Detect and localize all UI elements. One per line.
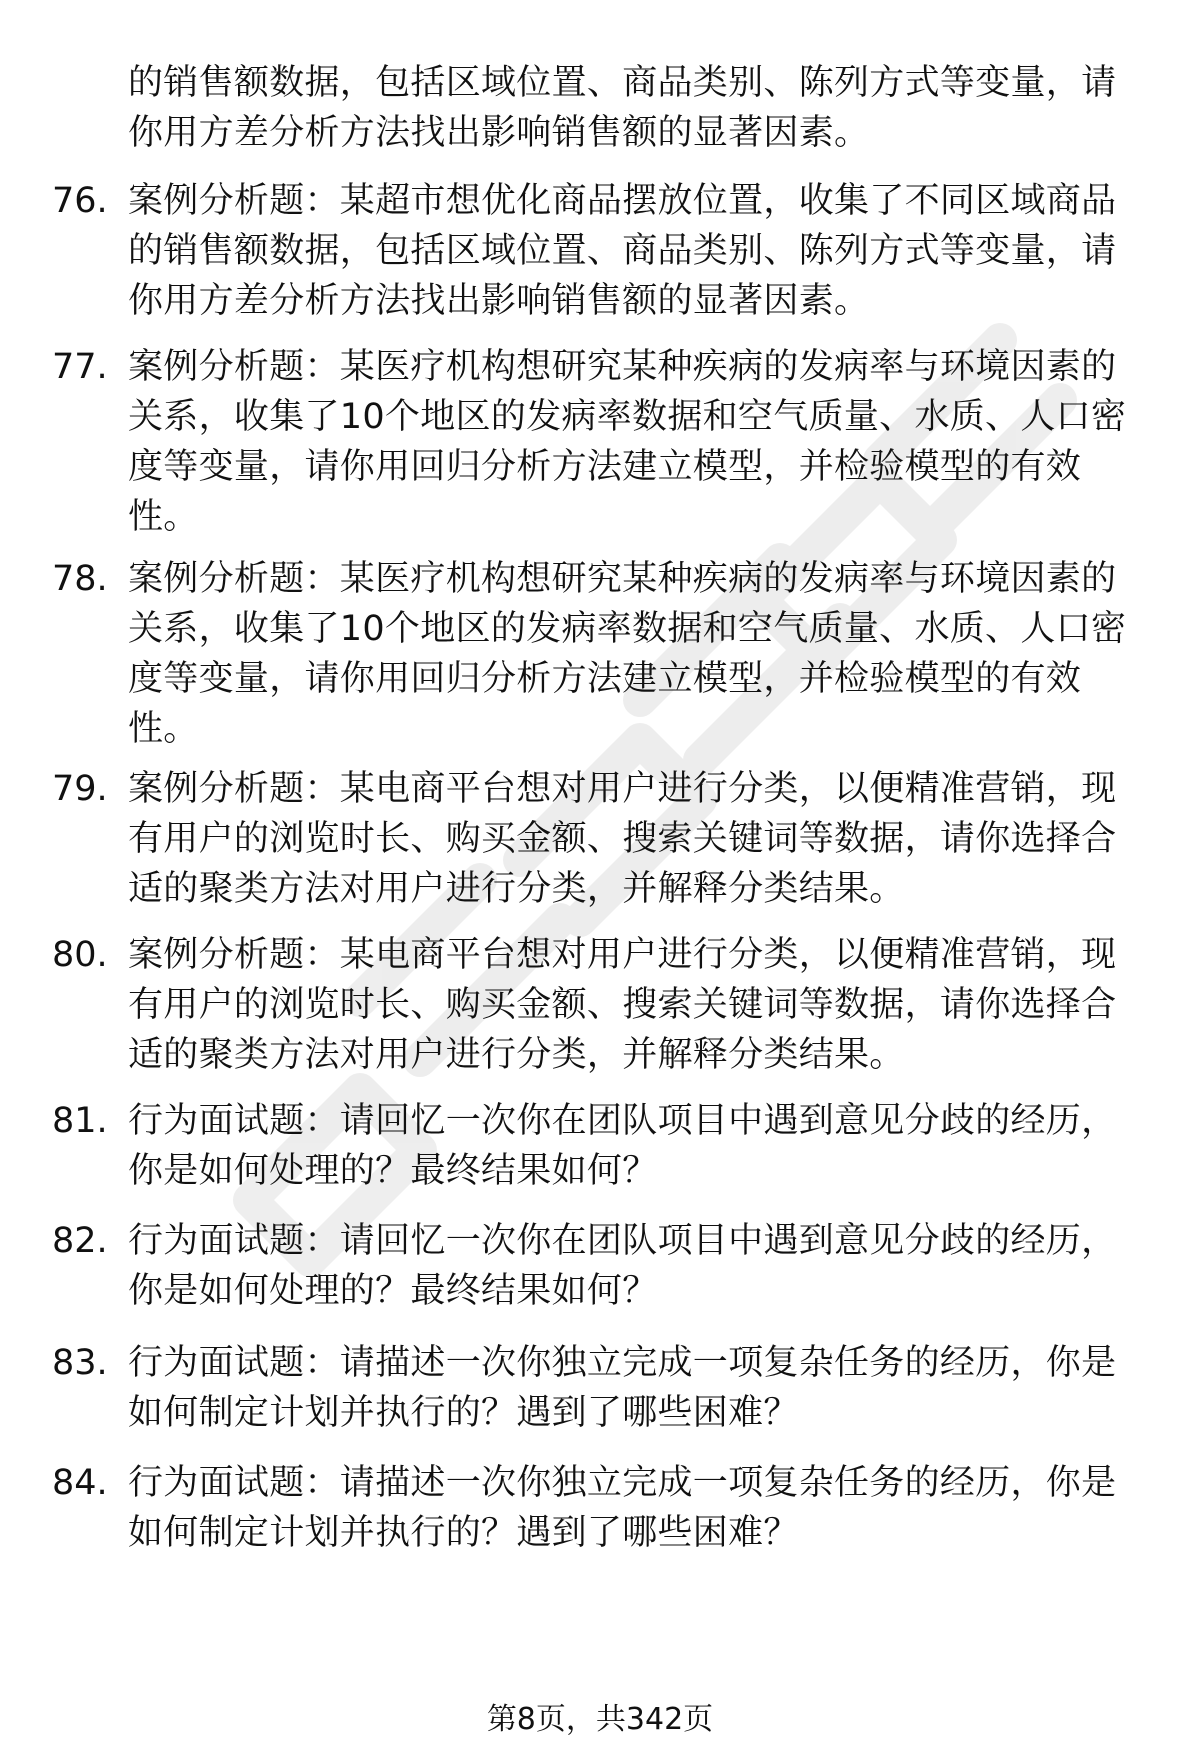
text-line: 行为面试题：请描述一次你独立完成一项复杂任务的经历，你是 [128,1343,1117,1383]
question-number: 83. [52,1343,108,1383]
question-number: 76. [52,181,108,221]
question-number: 80. [52,935,108,975]
text-line: 行为面试题：请描述一次你独立完成一项复杂任务的经历，你是 [128,1463,1117,1503]
text-line: 你是如何处理的？最终结果如何？ [128,1271,658,1311]
text-line: 的销售额数据，包括区域位置、商品类别、陈列方式等变量，请 [128,231,1117,271]
text-line: 案例分析题：某超市想优化商品摆放位置，收集了不同区域商品 [128,181,1117,221]
question-number: 81. [52,1101,108,1141]
text-line: 案例分析题：某医疗机构想研究某种疾病的发病率与环境因素的 [128,347,1117,387]
text-line: 你是如何处理的？最终结果如何？ [128,1151,658,1191]
question-number: 77. [52,347,108,387]
text-line: 案例分析题：某电商平台想对用户进行分类，以便精准营销，现 [128,769,1117,809]
text-line: 关系，收集了10个地区的发病率数据和空气质量、水质、人口密 [128,609,1127,649]
text-line: 有用户的浏览时长、购买金额、搜索关键词等数据，请你选择合 [128,819,1117,859]
text-line: 案例分析题：某医疗机构想研究某种疾病的发病率与环境因素的 [128,559,1117,599]
text-line: 你用方差分析方法找出影响销售额的显著因素。 [128,113,870,153]
text-line: 案例分析题：某电商平台想对用户进行分类，以便精准营销，现 [128,935,1117,975]
page-footer: 第8页，共342页 [486,1702,714,1737]
continuation-text [128,58,1148,158]
text-line: 有用户的浏览时长、购买金额、搜索关键词等数据，请你选择合 [128,985,1117,1025]
text-line: 行为面试题：请回忆一次你在团队项目中遇到意见分歧的经历， [128,1221,1117,1261]
text-line: 的销售额数据，包括区域位置、商品类别、陈列方式等变量，请 [128,63,1117,103]
text-line: 如何制定计划并执行的？遇到了哪些困难？ [128,1393,799,1433]
text-line: 如何制定计划并执行的？遇到了哪些困难？ [128,1513,799,1553]
text-line: 适的聚类方法对用户进行分类，并解释分类结果。 [128,1035,905,1075]
text-line: 性。 [128,497,199,537]
text-line: 你用方差分析方法找出影响销售额的显著因素。 [128,281,870,321]
question-number: 79. [52,769,108,809]
text-line: 度等变量，请你用回归分析方法建立模型，并检验模型的有效 [128,659,1082,699]
question-number: 82. [52,1221,108,1261]
text-line: 关系，收集了10个地区的发病率数据和空气质量、水质、人口密 [128,397,1127,437]
question-number: 84. [52,1463,108,1503]
text-line: 行为面试题：请回忆一次你在团队项目中遇到意见分歧的经历， [128,1101,1117,1141]
text-line: 性。 [128,709,199,749]
text-line: 适的聚类方法对用户进行分类，并解释分类结果。 [128,869,905,909]
text-line: 度等变量，请你用回归分析方法建立模型，并检验模型的有效 [128,447,1082,487]
question-number: 78. [52,559,108,599]
